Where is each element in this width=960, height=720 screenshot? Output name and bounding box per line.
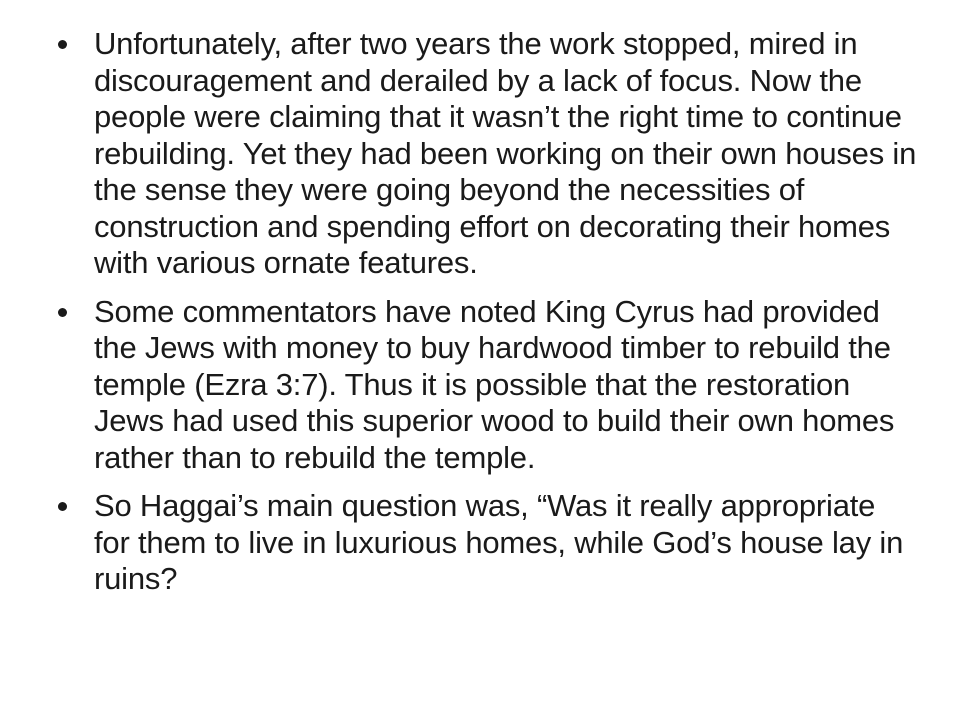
- bullet-dot-icon: [58, 40, 67, 49]
- bullet-item: [58, 26, 918, 282]
- bullet-dot-icon: [58, 502, 67, 511]
- bullet-text: Some commentators have noted King Cyrus had provided the Jews with money to buy hardwood timber to rebuild the temple (Ezra 3:7). Thus it is possible that the restoration Jews had used this superior wood to build their own homes rather than to rebuild the temple.: [94, 293, 895, 475]
- bullet-list: [58, 26, 918, 610]
- bullet-dot-icon: [58, 308, 67, 317]
- bullet-item: [58, 294, 918, 477]
- bullet-item: [58, 488, 918, 598]
- bullet-text: So Haggai’s main question was, “Was it really appropriate for them to live in luxurious homes, while God’s house lay in ruins?: [94, 488, 904, 596]
- bullet-text: Unfortunately, after two years the work stopped, mired in discouragement and derailed by a lack of focus. Now the people were claiming that it wasn’t the right time to continue rebuilding. Yet they had been working on their own houses in the sense they were going beyond the necessities of construction and spending effort on decorating their homes with various ornate features.: [94, 26, 917, 280]
